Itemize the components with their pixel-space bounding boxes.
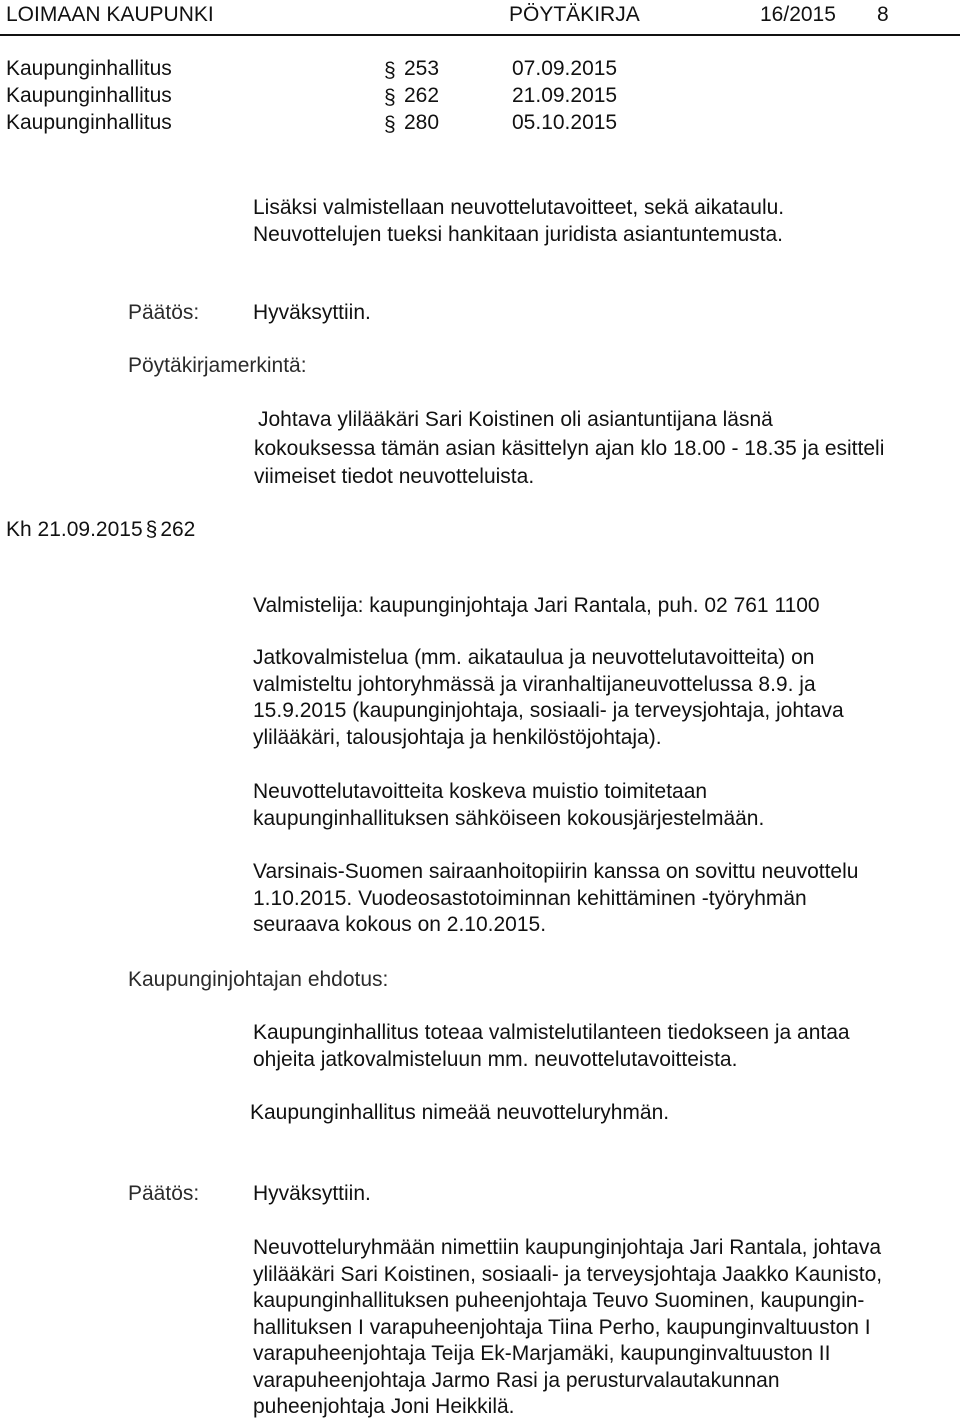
document-number: 16/2015 (760, 3, 836, 26)
negotiation-paragraph (253, 859, 858, 939)
minutes-note-text (254, 406, 885, 492)
paragraph-line: ylilääkäri Sari Koistinen, sosiaali- ja terveysjohtaja Jaakko Kaunisto, (253, 1262, 883, 1286)
reference-org: Kaupunginhallitus (6, 84, 172, 107)
paragraph-line: Kaupunginhallitus toteaa valmistelutilanteen tiedokseen ja antaa (253, 1021, 850, 1044)
paragraph-line: Varsinais-Suomen sairaanhoitopiirin kanssa on sovittu neuvottelu (253, 860, 859, 883)
preparation-paragraph (253, 645, 844, 751)
proposal-closing: Kaupunginhallitus nimeää neuvotteluryhmän. (250, 1101, 670, 1124)
minutes-note-label: Pöytäkirjamerkintä: (128, 354, 307, 377)
paragraph-line: ylilääkäri, talousjohtaja ja henkilöstöjohtaja). (253, 725, 662, 749)
proposal-label: Kaupunginjohtajan ehdotus: (128, 968, 389, 991)
section-mark-icon: § (384, 59, 396, 82)
preparer-line: Valmistelija: kaupunginjohtaja Jari Rantala, puh. 02 761 1100 (253, 594, 820, 617)
proposal-paragraph (253, 1020, 850, 1073)
paragraph-line: kaupunginhallituksen sähköiseen kokousjärjestelmään. (253, 806, 765, 830)
section-mark-icon: § (384, 113, 396, 136)
decision-details (253, 1235, 882, 1421)
section-mark-icon: § (145, 518, 158, 541)
municipality-name: LOIMAAN KAUPUNKI (6, 3, 214, 26)
paragraph-line: valmisteltu johtoryhmässä ja viranhaltijaneuvottelussa 8.9. ja (253, 672, 816, 696)
paragraph-line: 15.9.2015 (kaupunginjohtaja, sosiaali- ja terveysjohtaja, johtava (253, 699, 844, 722)
paragraph-line: seuraava kokous on 2.10.2015. (253, 913, 547, 936)
section-reference-prefix: Kh 21.09.2015 (6, 518, 143, 541)
reference-section: 280 (404, 111, 440, 134)
paragraph-line: varapuheenjohtaja Jarmo Rasi ja perusturvalautakunnan (253, 1368, 780, 1392)
decision-label: Päätös: (128, 301, 200, 324)
reference-section: 262 (404, 84, 440, 107)
paragraph-line: Jatkovalmistelua (mm. aikataulua ja neuvottelutavoitteita) on (253, 646, 815, 669)
minutes-note-line: viimeiset tiedot neuvotteluista. (254, 465, 535, 488)
decision-text: Hyväksyttiin. (253, 1182, 371, 1205)
minutes-note-line: kokouksessa tämän asian käsittelyn ajan klo 18.00 - 18.35 ja esitteli (254, 436, 885, 460)
page-number: 8 (877, 3, 889, 26)
paragraph-line: varapuheenjohtaja Teija Ek-Marjamäki, kaupunginvaltuuston II (253, 1342, 831, 1365)
paragraph-line: ohjeita jatkovalmisteluun mm. neuvottelutavoitteista. (253, 1047, 738, 1071)
paragraph-line: puheenjohtaja Joni Heikkilä. (253, 1395, 515, 1418)
reference-org: Kaupunginhallitus (6, 111, 172, 134)
paragraph-line: hallituksen I varapuheenjohtaja Tiina Perho, kaupunginvaltuuston I (253, 1315, 871, 1339)
intro-line: Lisäksi valmistellaan neuvottelutavoitteet, sekä aikataulu. (253, 196, 785, 219)
header-divider (0, 34, 960, 36)
section-reference-number: 262 (160, 518, 196, 541)
minutes-note-line: Johtava ylilääkäri Sari Koistinen oli asiantuntijana läsnä (258, 408, 773, 431)
paragraph-line: Neuvottelutavoitteita koskeva muistio toimitetaan (253, 780, 708, 803)
document-type: PÖYTÄKIRJA (509, 3, 640, 26)
paragraph-line: Neuvotteluryhmään nimettiin kaupunginjohtaja Jari Rantala, johtava (253, 1236, 882, 1259)
intro-line: Neuvottelujen tueksi hankitaan juridista asiantuntemusta. (253, 222, 783, 246)
reference-date: 21.09.2015 (512, 84, 618, 107)
section-mark-icon: § (384, 86, 396, 109)
reference-org: Kaupunginhallitus (6, 57, 172, 80)
reference-date: 05.10.2015 (512, 111, 618, 134)
intro-paragraph (253, 195, 784, 248)
section-reference (6, 517, 195, 544)
paragraph-line: kaupunginhallituksen puheenjohtaja Teuvo Suominen, kaupungin- (253, 1289, 865, 1312)
memo-paragraph (253, 779, 764, 832)
paragraph-line: 1.10.2015. Vuodeosastotoiminnan kehittäminen -työryhmän (253, 886, 807, 910)
decision-text: Hyväksyttiin. (253, 301, 371, 324)
reference-section: 253 (404, 57, 440, 80)
decision-label: Päätös: (128, 1182, 200, 1205)
reference-date: 07.09.2015 (512, 57, 618, 80)
